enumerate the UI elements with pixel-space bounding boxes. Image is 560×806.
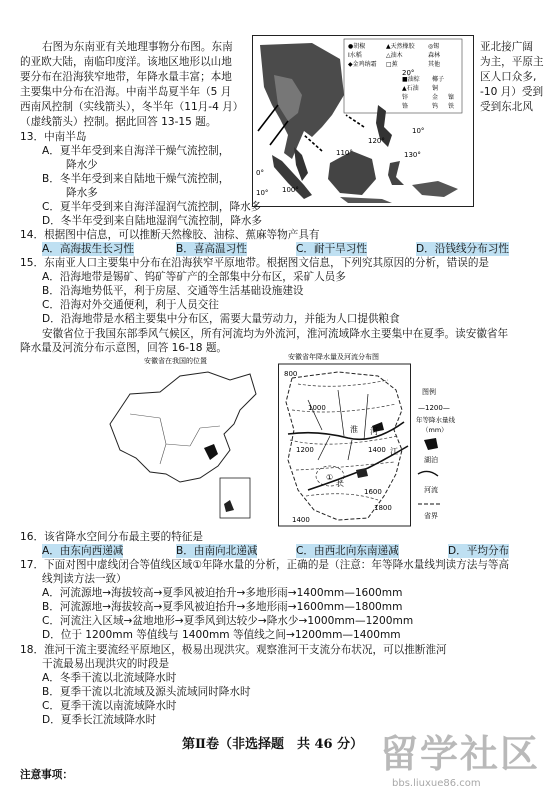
q13-option-b: B．冬半年受到来自陆地干燥气流控制，: [42, 173, 230, 185]
map1-legend-10: 椰子: [432, 76, 445, 83]
map1-legend-0: ●胡椒: [348, 43, 366, 50]
intro-line-3: 要分布在沿海狭窄地带，年降水量丰富；本地: [20, 71, 232, 83]
map2-legend-border: 省界: [424, 512, 438, 520]
map1-legend-11: ▲石油: [402, 85, 419, 92]
q13-option-a-cont: 降水少: [66, 159, 98, 171]
q16-option-b: B．由南向北递减: [176, 545, 258, 557]
intro-line-1: 右图为东南亚有关地理事物分布图。东南: [42, 41, 233, 53]
map2-label-1400a: 1400: [368, 446, 386, 454]
q14-option-c: C．耐干旱习性: [296, 243, 367, 255]
q14-option-b: B．喜高温习性: [176, 243, 247, 255]
map2-label-region-1: ①: [326, 473, 334, 482]
q13-option-a: A．夏半年受到来自海洋干燥气流控制，: [42, 145, 230, 157]
map1-legend-5: 森林: [428, 52, 441, 59]
map1-legend-2: ◎锡: [428, 43, 440, 50]
map1-deg-100: 100°: [282, 186, 299, 194]
q17-option-b: B．河流源地→海拔较高→夏季风被迫抬升→多地形雨→1600mm—1800mm: [42, 601, 403, 613]
intro-right-1: 亚北接广阔: [480, 41, 533, 53]
china-location-map: [100, 354, 264, 524]
map2-right-title: 安徽省年降水量及河流分布图: [288, 353, 379, 361]
map1-legend-4: △油木: [386, 52, 403, 59]
map1-deg-20: 20°: [402, 69, 415, 77]
q18-stem-2: 干流最易出现洪灾的时段是: [42, 658, 170, 670]
intro-right-4: -10 月）受到: [480, 86, 544, 98]
intro-right-3: 区人口众多,: [480, 71, 537, 83]
map1-deg-110: 110°: [336, 149, 353, 157]
map1-legend-12: 铜: [432, 85, 439, 92]
map1-legend-18: 铁: [448, 103, 455, 110]
q17-stem-1: 17．下面对图中虚线闭合等值线区域①年降水量的分析，正确的是（注意：年等降水量线判读方法与等高: [20, 559, 510, 571]
q18-option-a: A．冬季干流以北流域降水时: [42, 672, 177, 684]
map2-label-800: 800: [284, 370, 298, 378]
map1-legend-14: 金: [432, 94, 439, 101]
map2-legend-title: 图例: [422, 388, 436, 396]
map1-legend-7: □蕉: [386, 61, 398, 68]
watermark-logo: 留学社区: [380, 732, 541, 776]
q16-option-d: D．平均分布: [448, 545, 510, 557]
anhui-intro-line-2: 降水量及河流分布示意图，回答 16-18 题。: [20, 342, 228, 354]
map2-label-1600: 1600: [364, 488, 382, 496]
q15-option-c: C．沿海对外交通便利，利于人员交往: [42, 299, 219, 311]
notes-label: 注意事项：: [20, 769, 73, 781]
q14-option-d: D．沿钱线分布习性: [416, 243, 509, 255]
watermark-url: bbs.liuxue86.com: [392, 778, 481, 789]
map2-label-chang: 长: [336, 479, 344, 488]
q16-option-a: A．由东向西递减: [42, 545, 124, 557]
map1-deg-130: 130°: [404, 151, 421, 159]
map1-legend-3: Ⅰ水稻: [348, 52, 362, 59]
q13-option-d: D．冬半年受到来自陆地湿润气流控制，降水多: [42, 215, 263, 227]
anhui-intro-line-1: 安徽省位于我国东部季风气候区，所有河流均为外流河，淮河流域降水主要集中在夏季。读安徽省年: [42, 328, 509, 340]
map1-legend-17: 镍: [448, 94, 455, 101]
q13-stem: 13．中南半岛: [20, 131, 87, 143]
map1-deg-10b: 10°: [256, 189, 269, 197]
map2-legend-lake: 湖泊: [424, 456, 438, 464]
map1-legend-15: 铬: [402, 103, 409, 110]
intro-right-2: 为主，平原主: [480, 56, 544, 68]
map2-label-1400b: 1400: [292, 516, 310, 524]
q17-option-c: C．河流注入区域→盆地地形→夏季风到达较少→降水少→1000mm—1200mm: [42, 615, 414, 627]
map2-left-title: 安徽省在我国的位置: [144, 357, 207, 365]
map1-legend-1: ▲天然橡胶: [386, 43, 415, 50]
intro-line-2: 的亚欧大陆，南临印度洋。该地区地形以山地: [20, 56, 232, 68]
map1-legend-8: 其他: [428, 61, 441, 68]
q15-option-a: A．沿海地带是锡矿、钨矿等矿产的全部集中分布区，采矿人员多: [42, 271, 346, 283]
q18-option-b: B．夏季干流以北流域及源头流域同时降水时: [42, 686, 251, 698]
map2-label-1800: 1800: [374, 504, 392, 512]
q16-stem: 16．该省降水空间分布最主要的特征是: [20, 531, 203, 543]
q14-option-a: A．高海拔生长习性: [42, 243, 134, 255]
map2-label-jiang: 江: [390, 447, 398, 456]
q13-option-c: C．夏半年受到来自海洋湿润气流控制，降水多: [42, 201, 262, 213]
intro-right-5: 受到东北风: [480, 101, 533, 113]
q15-option-b: B．沿海地势低平，利于房屋、交通等生活基础设施建设: [42, 285, 304, 297]
map2-legend-isohyet: —1200—: [418, 404, 450, 412]
q15-stem: 15．东南亚人口主要集中分布在沿海狭窄平原地带。根据图文信息，下列究其原因的分析，错误的是: [20, 257, 490, 269]
map1-legend-16: 钨: [432, 103, 439, 110]
q15-option-d: D．沿海地带是水稻主要集中分布区，需要大量劳动力，并能为人口提供粮食: [42, 313, 400, 325]
q18-stem-1: 18．淮河干流主要流经平原地区，极易出现洪灾。观察淮河干支流分布状况，可以推断淮河: [20, 644, 447, 656]
map2-legend-isohyet-label: 年等降水量线: [416, 416, 455, 424]
map2-label-huai: 淮: [350, 425, 358, 434]
map2-label-he: 河: [370, 427, 378, 436]
section-2-title: 第Ⅱ卷（非选择题 共 46 分）: [182, 737, 364, 752]
q18-option-c: C．夏季干流以南流域降水时: [42, 700, 177, 712]
q17-option-d: D．位于 1200mm 等值线与 1400mm 等值线之间→1200mm—1400mm: [42, 629, 401, 641]
q16-option-c: C．由西北向东南递减: [296, 545, 399, 557]
intro-line-6: （虚线箭头）控制。据此回答 13-15 题。: [20, 116, 217, 128]
q17-option-a: A．河流源地→海拔较高→夏季风被迫抬升→多地形雨→1400mm—1600mm: [42, 587, 403, 599]
map2-label-1000: 1000: [308, 404, 326, 412]
map1-legend-6: ◆金鸡纳霜: [348, 61, 377, 68]
map2-legend-river: 河流: [424, 486, 438, 494]
map2-legend-unit: （mm）: [422, 426, 448, 434]
map1-deg-0: 0°: [256, 169, 264, 177]
anhui-rainfall-map: [278, 350, 458, 530]
map1-deg-120: 120°: [368, 137, 385, 145]
intro-line-5: 西南风控制（实线箭头），冬半年（11月-4 月）: [20, 101, 244, 113]
q18-option-d: D．夏季长江流域降水时: [42, 714, 157, 726]
map1-deg-10a: 10°: [412, 127, 425, 135]
map1-legend-9: ■油棕: [402, 76, 420, 83]
q14-stem: 14．根据图中信息，可以推断天然橡胶、油棕、蕉麻等物产具有: [20, 229, 320, 241]
q17-stem-2: 线判读方法一致）: [42, 573, 127, 585]
map1-legend-13: 锌: [402, 94, 409, 101]
southeast-asia-map: [252, 35, 474, 207]
q13-option-b-cont: 降水多: [66, 187, 98, 199]
intro-line-4: 主要集中分布在沿海。中南半岛夏半年（5 月: [20, 86, 232, 98]
map2-label-1200: 1200: [296, 446, 314, 454]
